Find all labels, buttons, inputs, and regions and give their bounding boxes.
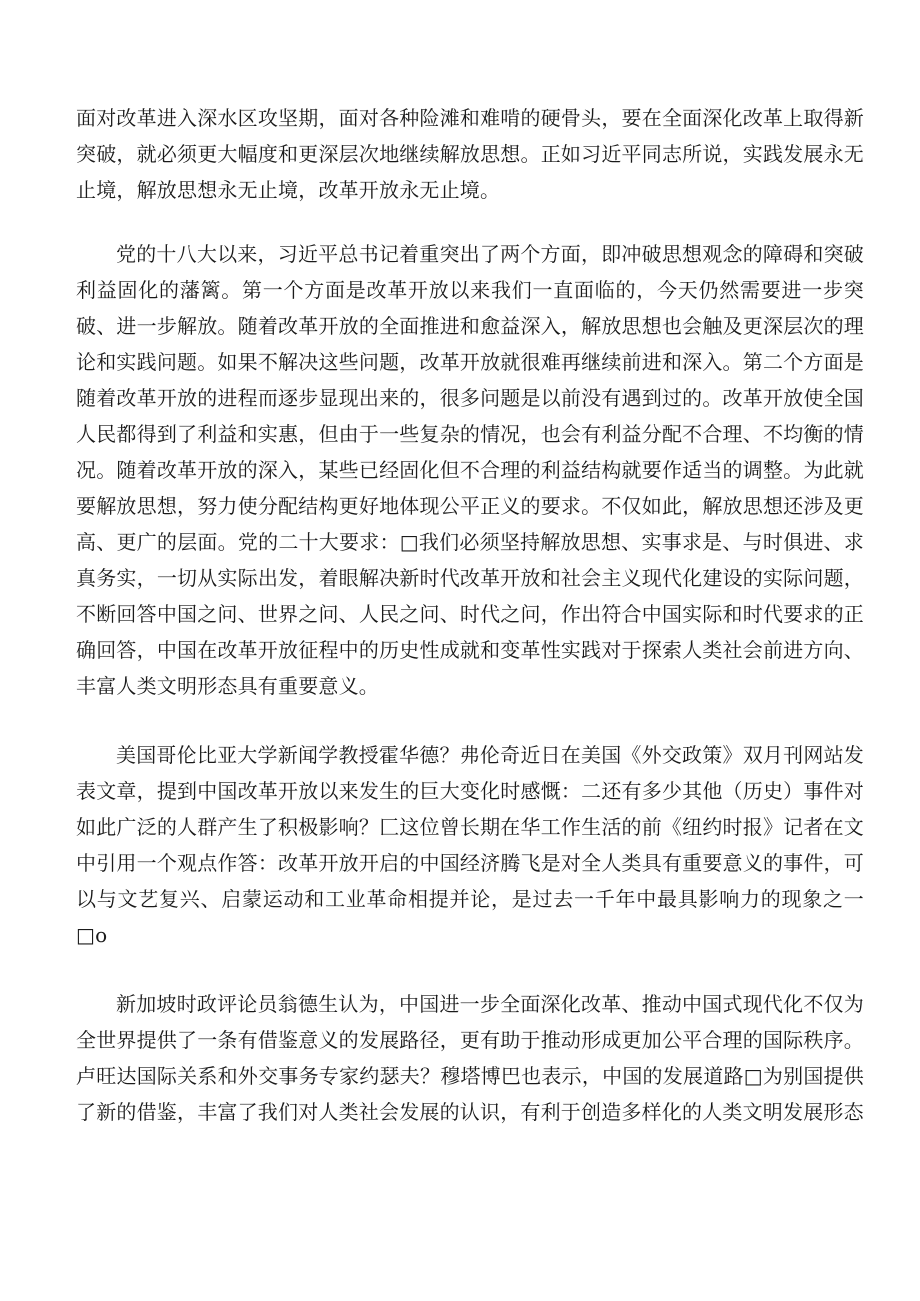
paragraph-4: 新加坡时政评论员翁德生认为，中国进一步全面深化改革、推动中国式现代化不仅为全世界提供了一条有借鉴意义的发展路径，更有助于推动形成更加公平合理的国际秩序。卢旺达国际关系和外交事务专家约瑟夫？穆塔博巴也表示，中国的发展道路□为别国提供了新的借鉴，丰富了我们对人类社会发展的认识，有利于创造多样化的人类文明发展形态 (76, 992, 864, 1124)
paragraph-1: 面对改革进入深水区攻坚期，面对各种险滩和难啃的硬骨头，要在全面深化改革上取得新突破，就必须更大幅度和更深层次地继续解放思想。正如习近平同志所说，实践发展永无止境，解放思想永无止境，改革开放永无止境。 (76, 106, 864, 202)
paragraph-2: 党的十八大以来，习近平总书记着重突出了两个方面，即冲破思想观念的障碍和突破利益固化的藩篱。第一个方面是改革开放以来我们一直面临的，今天仍然需要进一步突破、进一步解放。随着改革开放的全面推进和愈益深入，解放思想也会触及更深层次的理论和实践问题。如果不解决这些问题，改革开放就很难再继续前进和深入。第二个方面是随着改革开放的进程而逐步显现出来的，很多问题是以前没有遇到过的。改革开放使全国人民都得到了利益和实惠，但由于一些复杂的情况，也会有利益分配不合理、不均衡的情况。随着改革开放的深入，某些已经固化但不合理的利益结构就要作适当的调整。为此就要解放思想，努力使分配结构更好地体现公平正义的要求。不仅如此，解放思想还涉及更高、更广的层面。党的二十大要求：□我们必须坚持解放思想、实事求是、与时俱进、求真务实，一切从实际出发，着眼解决新时代改革开放和社会主义现代化建设的实际问题，不断回答中国之问、世界之问、人民之问、时代之问，作出符合中国实际和时代要求的正确回答，中国在改革开放征程中的历史性成就和变革性实践对于探索人类社会前进方向、丰富人类文明形态具有重要意义。 (76, 242, 864, 698)
document-body (76, 100, 864, 1130)
paragraph-3: 美国哥伦比亚大学新闻学教授霍华德？弗伦奇近日在美国《外交政策》双月刊网站发表文章，提到中国改革开放以来发生的巨大变化时感慨：二还有多少其他（历史）事件对如此广泛的人群产生了积极影响？匚这位曾长期在华工作生活的前《纽约时报》记者在文中引用一个观点作答：改革开放开启的中国经济腾飞是对全人类具有重要意义的事件，可以与文艺复兴、启蒙运动和工业革命相提并论，是过去一千年中最具影响力的现象之一□o (76, 743, 864, 947)
